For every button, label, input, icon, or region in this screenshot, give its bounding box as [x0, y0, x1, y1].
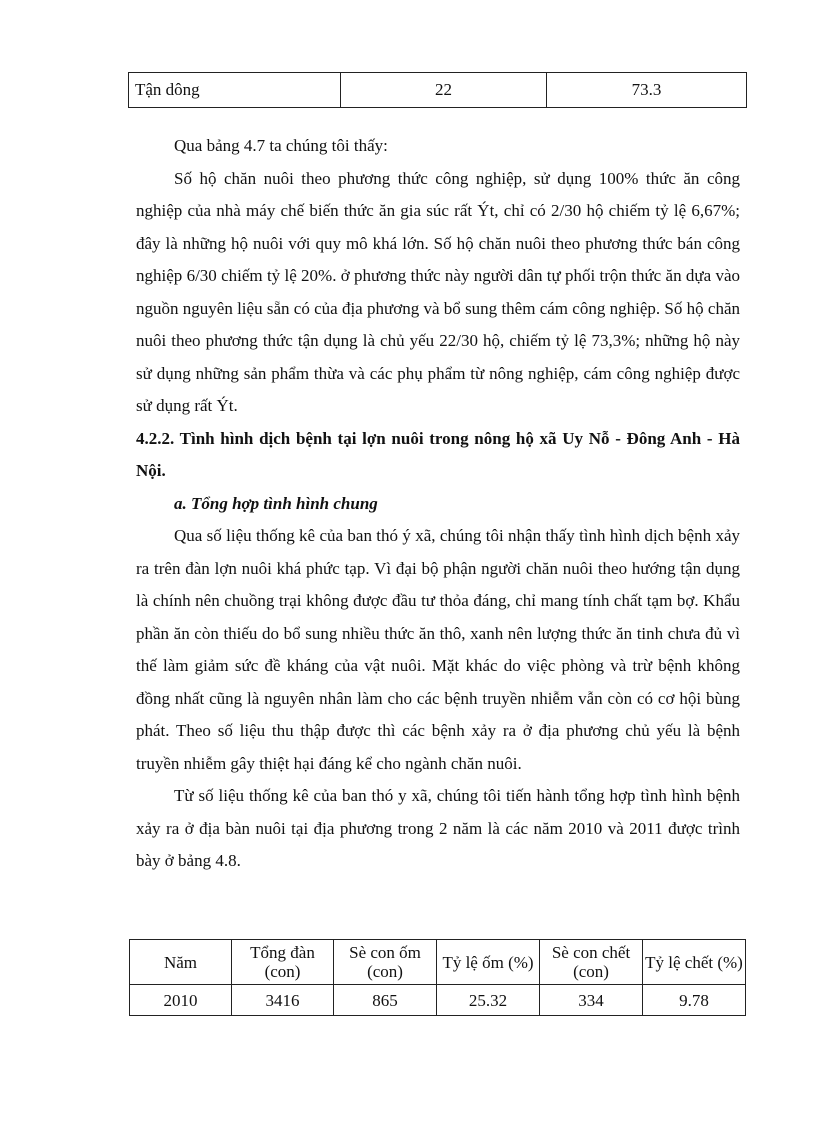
header-death-rate: Tỷ lệ chết (%): [643, 940, 746, 985]
header-sick: Sè con ốm (con): [334, 940, 437, 985]
table-row: [130, 985, 746, 1016]
cell-year: 2010: [130, 985, 232, 1016]
household-count-cell: 22: [341, 73, 547, 108]
header-dead: Sè con chết (con): [540, 940, 643, 985]
cell-dead: 334: [540, 985, 643, 1016]
header-year: Năm: [130, 940, 232, 985]
disease-stats-table: [129, 939, 746, 1016]
percent-cell: 73.3: [547, 73, 747, 108]
body-text: [136, 130, 740, 878]
cell-sick: 865: [334, 985, 437, 1016]
cell-sick-rate: 25.32: [437, 985, 540, 1016]
subsection-heading: a. Tổng hợp tình hình chung: [174, 493, 378, 513]
paragraph-methods: Số hộ chăn nuôi theo phương thức công nghiệp, sử dụng 100% thức ăn công nghiệp của nhà máy chế biến thức ăn gia súc rất Ýt, chỉ có 2/30 hộ chiếm tỷ lệ 6,67%; đây là những hộ nuôi với quy mô khá lớn. Số hộ chăn nuôi theo phương thức bán công nghiệp 6/30 chiếm tỷ lệ 20%. ở phương thức này người dân tự phối trộn thức ăn dựa vào nguồn nguyên liệu sẵn có của địa phương và bổ sung thêm cám công nghiệp. Số hộ chăn nuôi theo phương thức tận dụng là chủ yếu 22/30 hộ, chiếm tỷ lệ 73,3%; những hộ này sử dụng những sản phẩm thừa và các phụ phẩm từ nông nghiệp, cám công nghiệp được sử dụng rất Ýt.: [136, 168, 740, 415]
section-heading: 4.2.2. Tình hình dịch bệnh tại lợn nuôi trong nông hộ xã Uy Nỗ - Đông Anh - Hà Nội.: [136, 428, 740, 480]
paragraph-disease: Qua số liệu thống kê của ban thó ý xã, chúng tôi nhận thấy tình hình dịch bệnh xảy ra trên đàn lợn nuôi khá phức tạp. Vì đại bộ phận người chăn nuôi theo hướng tận dụng là chính nên chuồng trại không được đầu tư thỏa đáng, chỉ mang tính chất tạm bợ. Khẩu phần ăn còn thiếu do bổ sung nhiều thức ăn thô, xanh nên lượng thức ăn tinh chưa đủ vì thế làm giảm sức đề kháng của vật nuôi. Mặt khác do việc phòng và trừ bệnh không đồng nhất cũng là nguyên nhân làm cho các bệnh truyền nhiễm vẫn còn có cơ hội bùng phát. Theo số liệu thu thập được thì các bệnh xảy ra ở địa phương chủ yếu là bệnh truyền nhiễm gây thiệt hại đáng kể cho ngành chăn nuôi.: [136, 526, 740, 773]
header-total: Tổng đàn (con): [232, 940, 334, 985]
paragraph-intro: Qua bảng 4.7 ta chúng tôi thấy:: [174, 136, 388, 155]
cell-death-rate: 9.78: [643, 985, 746, 1016]
method-cell: Tận dông: [129, 73, 341, 108]
paragraph-summary: Từ số liệu thống kê của ban thó y xã, chúng tôi tiến hành tổng hợp tình hình bệnh xảy ra ở địa bàn nuôi tại địa phương trong 2 năm là các năm 2010 và 2011 được trình bày ở bảng 4.8.: [136, 786, 740, 870]
cell-total: 3416: [232, 985, 334, 1016]
header-sick-rate: Tỷ lệ ốm (%): [437, 940, 540, 985]
table-row: [129, 73, 747, 108]
livestock-method-table: [128, 72, 747, 108]
table-header-row: [130, 940, 746, 985]
